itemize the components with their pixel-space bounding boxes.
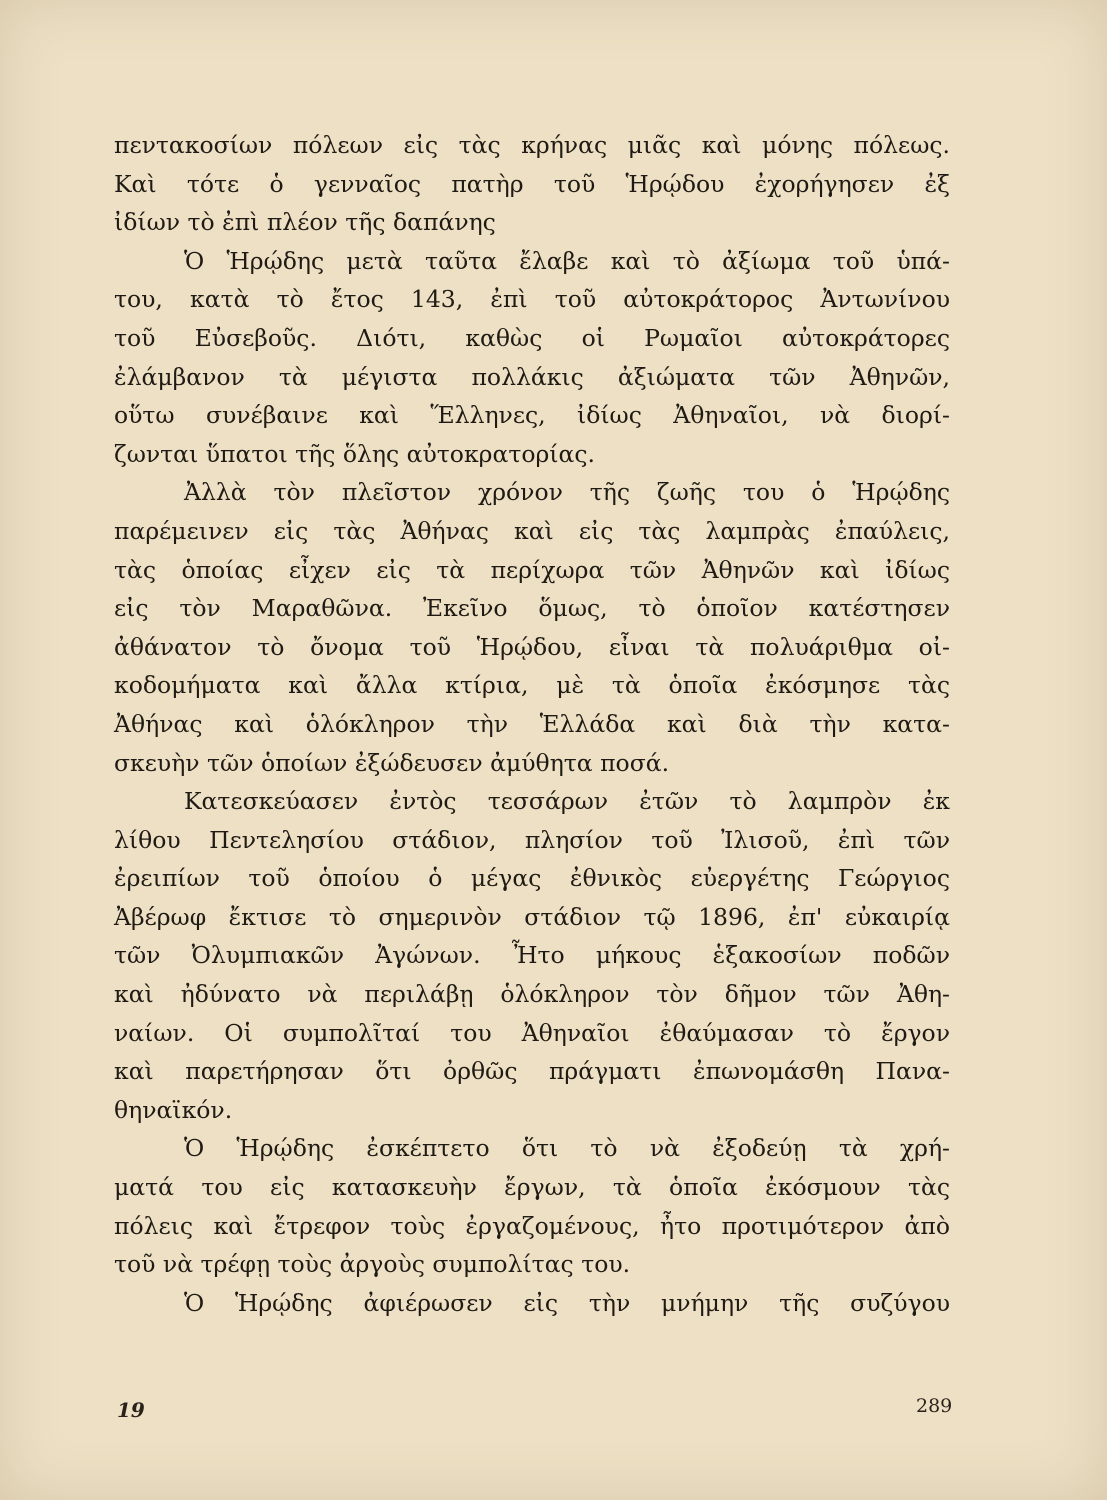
text-line: πεντακοσίων πόλεων εἰς τὰς κρήνας μιᾶς καὶ μόνης πόλεως. xyxy=(114,131,950,159)
text-line: ματά του εἰς κατασκευὴν ἔργων, τὰ ὁποῖα ἐκόσμουν τὰς xyxy=(114,1173,950,1202)
text-line: σκευὴν τῶν ὁποίων ἐξώδευσεν ἀμύθητα ποσά. xyxy=(114,748,670,777)
text-line: εἰς τὸν Μαραθῶνα. Ἐκεῖνο ὅμως, τὸ ὁποῖον κατέστησεν xyxy=(114,594,950,623)
text-line: ἰδίων τὸ ἐπὶ πλέον τῆς δαπάνης xyxy=(114,208,496,237)
page-number: 289 xyxy=(916,1395,953,1417)
text-line: παρέμεινεν εἰς τὰς Ἀθήνας καὶ εἰς τὰς λαμπρὰς ἐπαύλεις, xyxy=(114,516,950,545)
text-line: του, κατὰ τὸ ἔτος 143, ἐπὶ τοῦ αὐτοκράτορος Ἀντωνίνου xyxy=(114,285,950,314)
text-line: Ὁ Ἡρῴδης ἐσκέπτετο ὅτι τὸ νὰ ἐξοδεύῃ τὰ χρή- xyxy=(184,1134,950,1163)
text-line: λίθου Πεντελησίου στάδιον, πλησίον τοῦ Ἰλισοῦ, ἐπὶ τῶν xyxy=(114,825,950,854)
text-line: κοδομήματα καὶ ἄλλα κτίρια, μὲ τὰ ὁποῖα ἐκόσμησε τὰς xyxy=(114,671,950,700)
text-line: ἐρειπίων τοῦ ὁποίου ὁ μέγας ἐθνικὸς εὐεργέτης Γεώργιος xyxy=(114,864,950,893)
text-line: θηναϊκόν. xyxy=(114,1095,233,1124)
body-text xyxy=(114,126,950,1322)
text-line: ναίων. Οἱ συμπολῖταί του Ἀθηναῖοι ἐθαύμασαν τὸ ἔργον xyxy=(114,1018,950,1047)
text-line: τῶν Ὀλυμπιακῶν Ἀγώνων. Ἦτο μήκους ἑξακοσίων ποδῶν xyxy=(114,941,950,970)
text-line: τοῦ Εὐσεβοῦς. Διότι, καθὼς οἱ Ρωμαῖοι αὐτοκράτορες xyxy=(114,323,950,352)
text-line: τοῦ νὰ τρέφῃ τοὺς ἀργοὺς συμπολίτας του. xyxy=(114,1250,631,1279)
text-line: Καὶ τότε ὁ γενναῖος πατὴρ τοῦ Ἡρῴδου ἐχορήγησεν ἐξ xyxy=(114,169,950,198)
text-line: καὶ παρετήρησαν ὅτι ὀρθῶς πράγματι ἐπωνομάσθη Πανα- xyxy=(114,1057,950,1086)
text-line: τὰς ὁποίας εἶχεν εἰς τὰ περίχωρα τῶν Ἀθηνῶν καὶ ἰδίως xyxy=(114,555,950,584)
text-line: ζωνται ὕπατοι τῆς ὅλης αὐτοκρατορίας. xyxy=(114,439,595,468)
text-line: Κατεσκεύασεν ἐντὸς τεσσάρων ἐτῶν τὸ λαμπρὸν ἐκ xyxy=(184,787,950,816)
text-line: Ὁ Ἡρῴδης ἀφιέρωσεν εἰς τὴν μνήμην τῆς συζύγου xyxy=(184,1288,950,1317)
text-line: καὶ ἠδύνατο νὰ περιλάβῃ ὁλόκληρον τὸν δῆμον τῶν Ἀθη- xyxy=(114,980,950,1009)
signature-mark: 19 xyxy=(117,1398,145,1422)
text-line: Ἀβέρωφ ἔκτισε τὸ σημερινὸν στάδιον τῷ 1896, ἐπ' εὐκαιρίᾳ xyxy=(114,902,950,931)
text-line: οὕτω συνέβαινε καὶ Ἕλληνες, ἰδίως Ἀθηναῖοι, νὰ διορί- xyxy=(114,401,950,430)
text-line: Ὁ Ἡρῴδης μετὰ ταῦτα ἔλαβε καὶ τὸ ἀξίωμα τοῦ ὑπά- xyxy=(184,246,950,275)
text-line: Ἀθήνας καὶ ὁλόκληρον τὴν Ἑλλάδα καὶ διὰ τὴν κατα- xyxy=(114,709,950,738)
text-line: Ἀλλὰ τὸν πλεῖστον χρόνον τῆς ζωῆς του ὁ Ἡρῴδης xyxy=(184,478,950,507)
text-line: ἀθάνατον τὸ ὄνομα τοῦ Ἡρῴδου, εἶναι τὰ πολυάριθμα οἰ- xyxy=(114,632,950,661)
text-line: πόλεις καὶ ἔτρεφον τοὺς ἐργαζομένους, ἦτο προτιμότερον ἀπὸ xyxy=(114,1211,950,1240)
text-line: ἐλάμβανον τὰ μέγιστα πολλάκις ἀξιώματα τῶν Ἀθηνῶν, xyxy=(114,362,950,391)
